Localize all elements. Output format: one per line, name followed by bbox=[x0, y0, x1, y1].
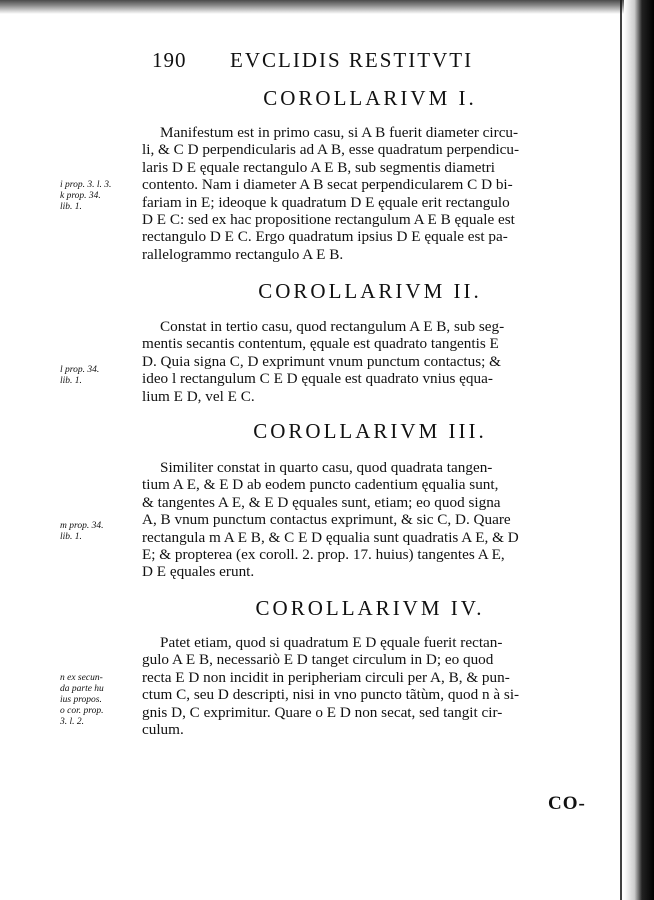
text-line: E; & propterea (ex coroll. 2. prop. 17. huius) tangentes A E, bbox=[142, 545, 505, 563]
margin-note bbox=[60, 521, 140, 543]
margin-note-line: lib. 1. bbox=[60, 202, 82, 212]
paragraph bbox=[142, 459, 598, 581]
text-line: Constat in tertio casu, quod rectangulum A E B, sub seg- bbox=[160, 318, 505, 335]
text-line: rectangula m A E B, & C E D ęqualia sunt quadratis A E, & D bbox=[142, 528, 519, 546]
text-line: ideo l rectangulum C E D ęquale est quadrato vnius ęqua- bbox=[142, 370, 493, 388]
margin-note bbox=[60, 365, 140, 387]
paragraph bbox=[142, 124, 598, 263]
text-line: li, & C D perpendicularis ad A B, esse quadratum perpendicu- bbox=[142, 141, 520, 159]
margin-note-line: i prop. 3. l. 3. bbox=[60, 180, 112, 190]
text-line: lium E D, vel E C. bbox=[142, 387, 255, 405]
page-number: 190 bbox=[152, 48, 187, 72]
margin-note-line: lib. 1. bbox=[60, 376, 82, 386]
margin-note-line: n ex secun- bbox=[60, 673, 103, 683]
section-heading: COROLLARIVM III. bbox=[253, 419, 487, 443]
margin-note bbox=[60, 673, 140, 728]
text-line: fariam in E; ideoque k quadratum D E ęquale erit rectangulo bbox=[142, 193, 510, 211]
margin-note-line: m prop. 34. bbox=[60, 521, 104, 531]
margin-note-line: 3. l. 2. bbox=[60, 717, 85, 727]
running-title: EVCLIDIS RESTITVTI bbox=[230, 48, 474, 72]
catchword: CO- bbox=[548, 793, 586, 814]
margin-note-line: da parte hu bbox=[60, 684, 104, 694]
paragraph bbox=[142, 634, 598, 738]
text-line: D E C: sed ex hac propositione rectangulum A E B ęquale est bbox=[142, 210, 515, 228]
gutter-line bbox=[620, 0, 622, 900]
text-line: tium A E, & E D ab eodem puncto cadentium ęqualia sunt, bbox=[142, 476, 499, 494]
margin-note bbox=[60, 180, 140, 213]
margin-note-line: k prop. 34. bbox=[60, 191, 101, 201]
section-heading: COROLLARIVM IV. bbox=[255, 596, 485, 620]
margin-note-line: o cor. prop. bbox=[60, 706, 104, 716]
binding-shadow bbox=[624, 0, 654, 900]
text-line: gulo A E B, necessariò E D tanget circulum in D; eo quod bbox=[142, 651, 494, 669]
text-line: culum. bbox=[142, 720, 184, 738]
paragraph bbox=[142, 318, 598, 405]
text-line: gnis D, C exprimitur. Quare o E D non secat, sed tangit cir- bbox=[142, 703, 503, 721]
margin-note-line: lib. 1. bbox=[60, 532, 82, 542]
text-line: laris D E ęquale rectangulo A E B, sub segmentis diametri bbox=[142, 158, 496, 176]
text-line: mentis secantis contentum, ęquale est quadrato tangentis E bbox=[142, 335, 499, 353]
section-heading: COROLLARIVM I. bbox=[263, 86, 477, 110]
text-line: & tangentes A E, & E D ęquales sunt, etiam; eo quod signa bbox=[142, 493, 501, 511]
text-line: D E ęquales erunt. bbox=[142, 563, 255, 581]
text-line: recta E D non incidit in peripheriam circuli per A, B, & pun- bbox=[142, 668, 510, 686]
text-line: Similiter constat in quarto casu, quod quadrata tangen- bbox=[160, 459, 493, 476]
text-line: D. Quia signa C, D exprimunt vnum punctum contactus; & bbox=[142, 352, 501, 370]
text-line: Patet etiam, quod si quadratum E D ęquale fuerit rectan- bbox=[160, 634, 503, 651]
section-heading: COROLLARIVM II. bbox=[258, 279, 482, 303]
page-edge-shadow bbox=[0, 0, 654, 14]
text-line: A, B vnum punctum contactus exprimunt, & sic C, D. Quare bbox=[142, 511, 511, 529]
text-line: Manifestum est in primo casu, si A B fuerit diameter circu- bbox=[160, 124, 519, 141]
text-line: rectangulo D E C. Ergo quadratum ipsius D E ęquale est pa- bbox=[142, 228, 508, 246]
margin-note-line: ius propos. bbox=[60, 695, 102, 705]
text-line: rallelogrammo rectangulo A E B. bbox=[142, 245, 344, 263]
margin-note-line: l prop. 34. bbox=[60, 365, 100, 375]
text-line: ctum C, seu D descripti, nisi in vno puncto tãtùm, quod n à si- bbox=[142, 686, 520, 704]
text-line: contento. Nam i diameter A B secat perpendicularem C D bi- bbox=[142, 176, 513, 194]
